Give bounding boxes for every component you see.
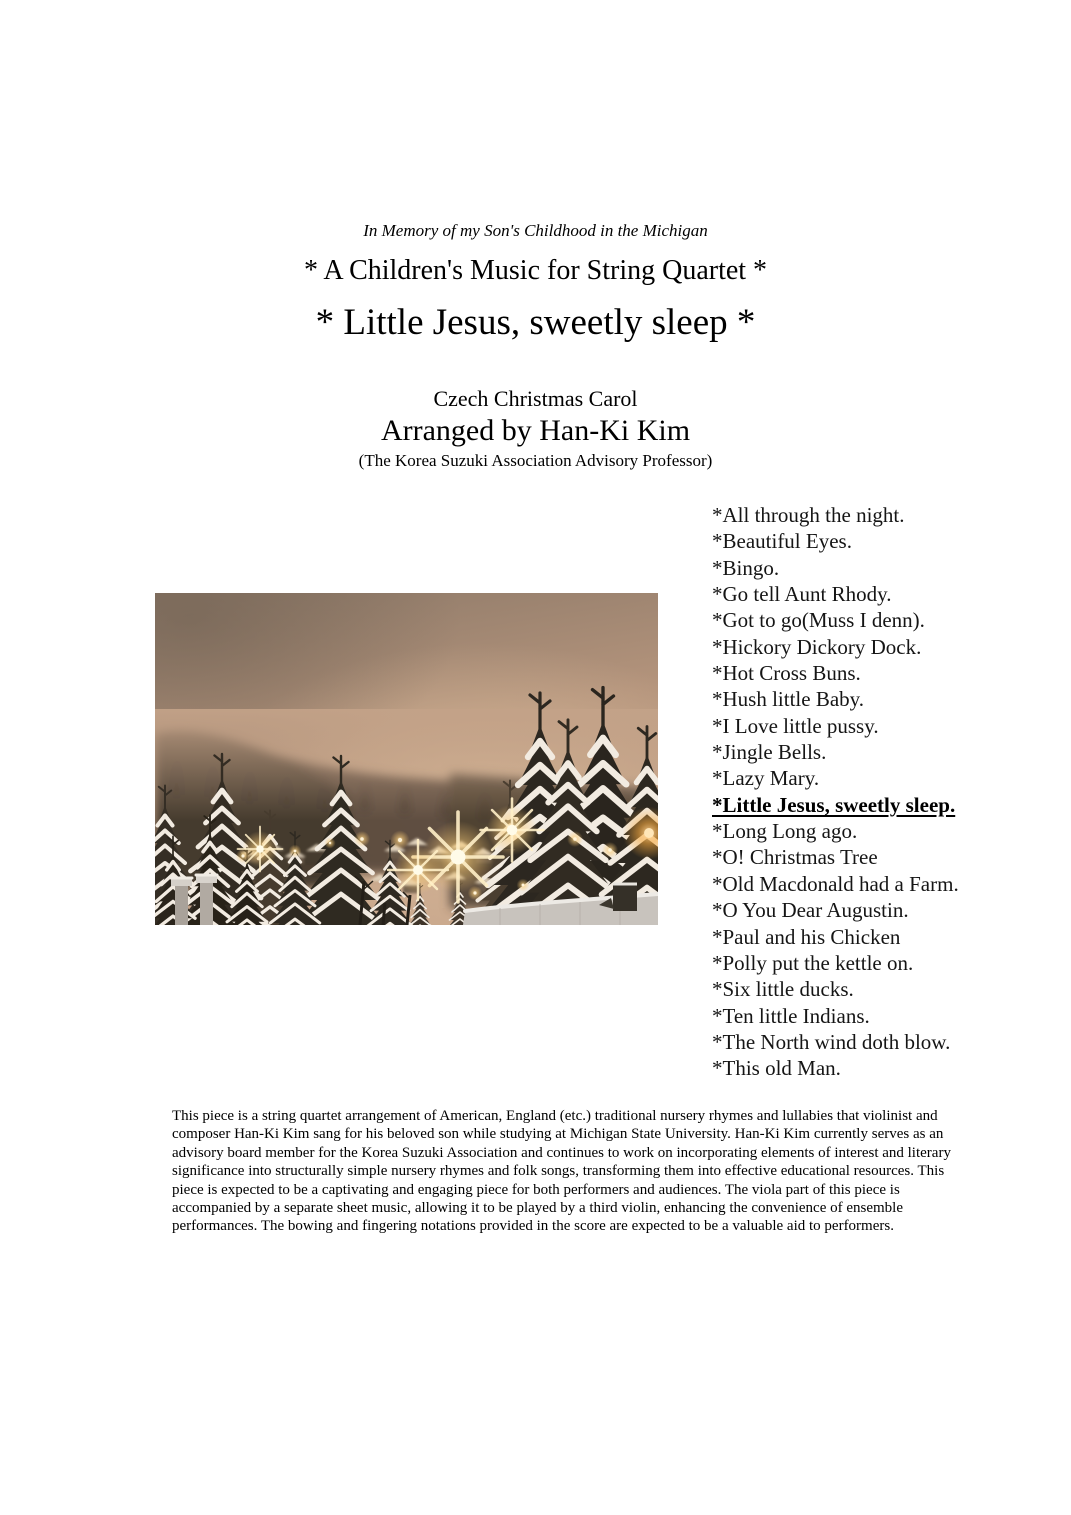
song-list-item: *Polly put the kettle on. (712, 950, 914, 975)
song-list (712, 502, 1012, 1082)
song-list-item: *Jingle Bells. (712, 740, 827, 765)
song-list-item: *Old Macdonald had a Farm. (712, 871, 959, 896)
song-list-item: *This old Man. (712, 1056, 841, 1081)
song-list-item-highlighted: *Little Jesus, sweetly sleep. (712, 792, 956, 817)
song-list-item: *All through the night. (712, 503, 905, 527)
song-list-item: *Paul and his Chicken (712, 924, 901, 949)
series-title: * A Children's Music for String Quartet * (303, 255, 768, 286)
carol-origin: Czech Christmas Carol (433, 386, 638, 411)
winter-village-photo (155, 593, 658, 925)
song-list-item: *The North wind doth blow. (712, 1029, 951, 1054)
song-list-item: *Beautiful Eyes. (712, 529, 852, 554)
arranger-credit: (The Korea Suzuki Association Advisory Professor) (358, 451, 713, 470)
song-list-item: *Six little ducks. (712, 977, 854, 1002)
main-title: * Little Jesus, sweetly sleep * (315, 302, 756, 343)
song-list-item: *Long Long ago. (712, 819, 858, 844)
song-list-item: *Ten little Indians. (712, 1003, 870, 1028)
song-list-item: *Go tell Aunt Rhody. (712, 582, 892, 607)
song-list-item: *Got to go(Muss I denn). (712, 608, 925, 633)
song-list-item: *O! Christmas Tree (712, 845, 878, 870)
song-list-item: *O You Dear Augustin. (712, 898, 909, 923)
song-list-item: *I Love little pussy. (712, 713, 879, 738)
song-list-item: *Hush little Baby. (712, 687, 865, 712)
winter-village-art (155, 593, 658, 925)
song-list-item: *Hickory Dickory Dock. (712, 634, 922, 659)
description-paragraph: This piece is a string quartet arrangement of American, England (etc.) traditional nursery rhymes and lullabies that violinist and composer Han-Ki Kim sang for his beloved son while studying at Michigan State University. Han-Ki Kim currently serves as an advisory board member for the Korea Suzuki Association and continues to work on incorporating elements of interest and literary significance into structurally simple nursery rhymes and folk songs, transforming them into effective educational resources. This piece is expected to be a captivating and engaging piece for both performers and audiences. The viola part of this piece is accompanied by a separate sheet music, allowing it to be played by a third violin, enhancing the convenience of ensemble performances. The bowing and fingering notations provided in the score are expected to be a valuable aid to performers. (172, 1108, 951, 1235)
song-list-item: *Lazy Mary. (712, 766, 820, 791)
song-list-item: *Bingo. (712, 555, 780, 580)
song-list-item: *Hot Cross Buns. (712, 661, 861, 686)
arranger-line: Arranged by Han-Ki Kim (380, 414, 691, 447)
dedication-line: In Memory of my Son's Childhood in the Michigan (363, 221, 708, 240)
